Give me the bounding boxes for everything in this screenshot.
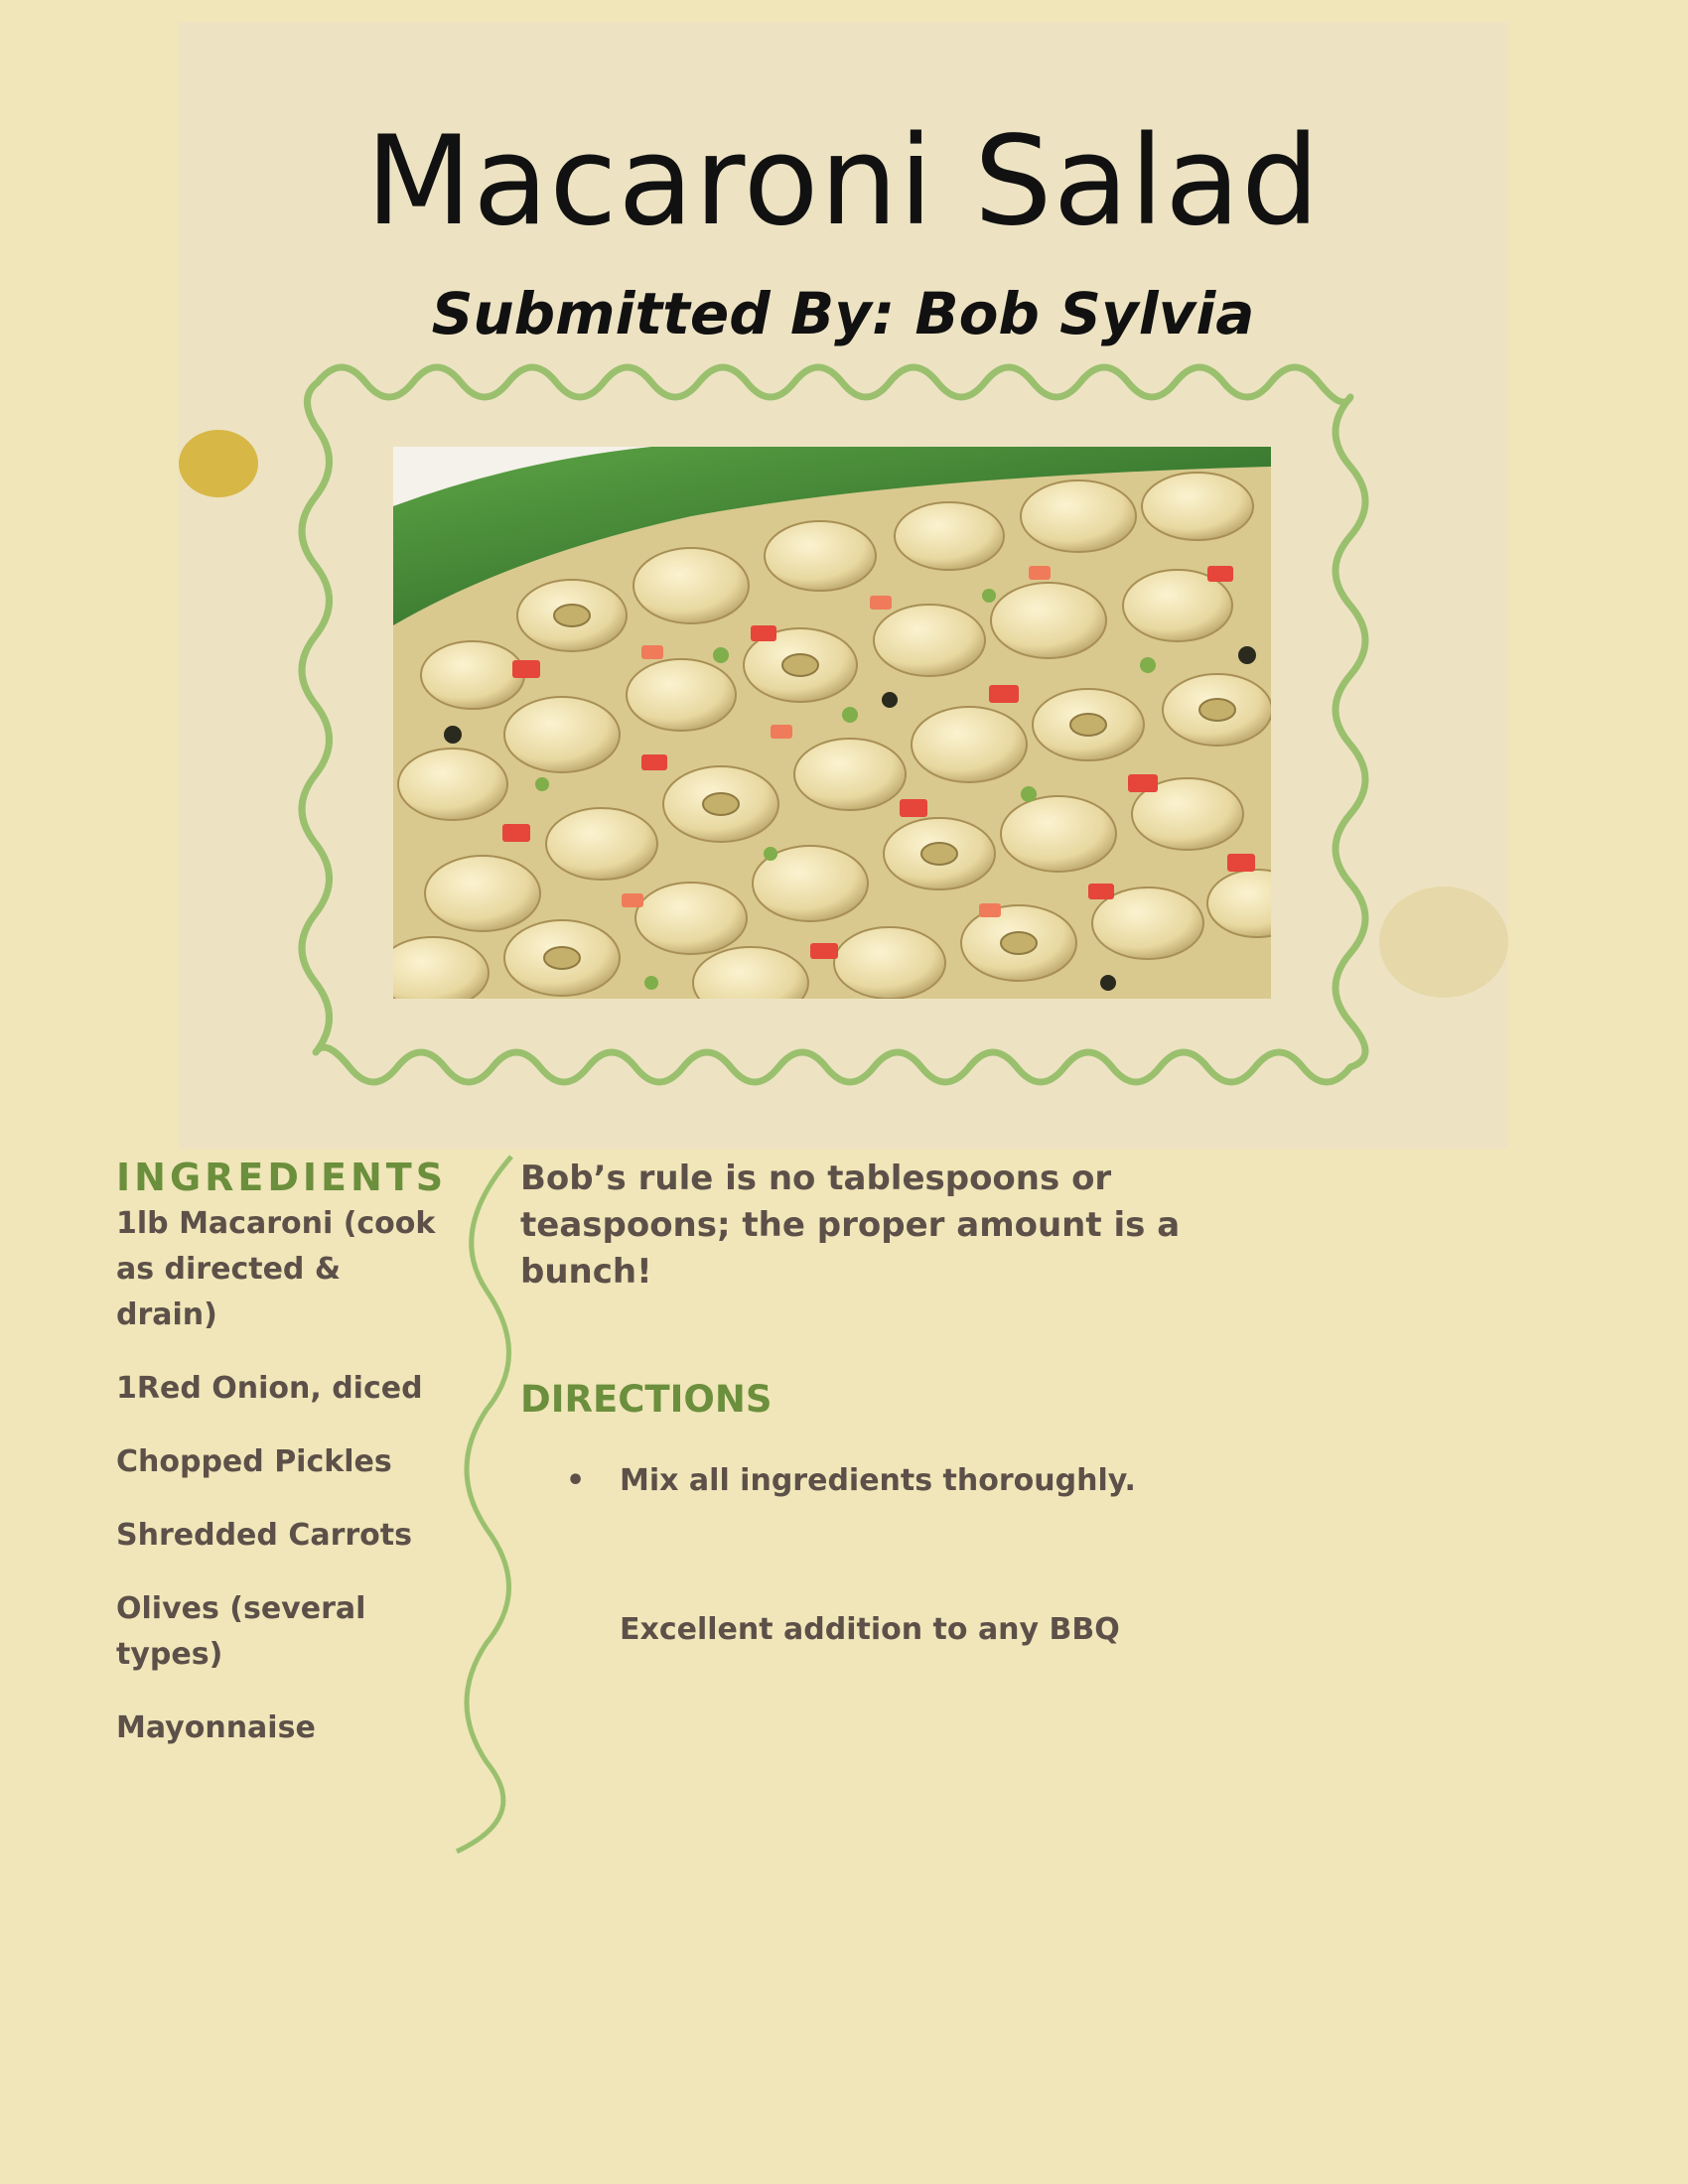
direction-step-text: Mix all ingredients thoroughly.	[620, 1463, 1136, 1498]
salad-illustration	[393, 447, 1271, 999]
bullet-icon: •	[566, 1463, 586, 1498]
measurement-note: Bob’s rule is no tablespoons or teaspoons; the proper amount is a bunch!	[520, 1159, 1181, 1292]
directions-list	[566, 1459, 1136, 1503]
serving-tip: Excellent addition to any BBQ	[620, 1612, 1120, 1647]
directions-heading: DIRECTIONS	[520, 1378, 773, 1421]
ingredient-item: 1lb Macaroni (cook as directed & drain)	[116, 1206, 436, 1332]
submitted-by: Submitted By: Bob Sylvia	[431, 280, 1255, 347]
ingredient-item: Chopped Pickles	[116, 1444, 392, 1479]
recipe-title: Macaroni Salad	[365, 110, 1321, 253]
ingredient-item: 1Red Onion, diced	[116, 1371, 423, 1406]
direction-step	[566, 1459, 1136, 1503]
ingredient-item: Shredded Carrots	[116, 1518, 412, 1553]
macaroni-salad-photo	[393, 447, 1271, 999]
ingredient-item: Olives (several types)	[116, 1591, 366, 1672]
ingredient-item: Mayonnaise	[116, 1710, 316, 1745]
ingredients-list	[116, 1201, 444, 1779]
ingredients-heading: INGREDIENTS	[116, 1156, 448, 1199]
column-divider	[457, 1157, 511, 1851]
